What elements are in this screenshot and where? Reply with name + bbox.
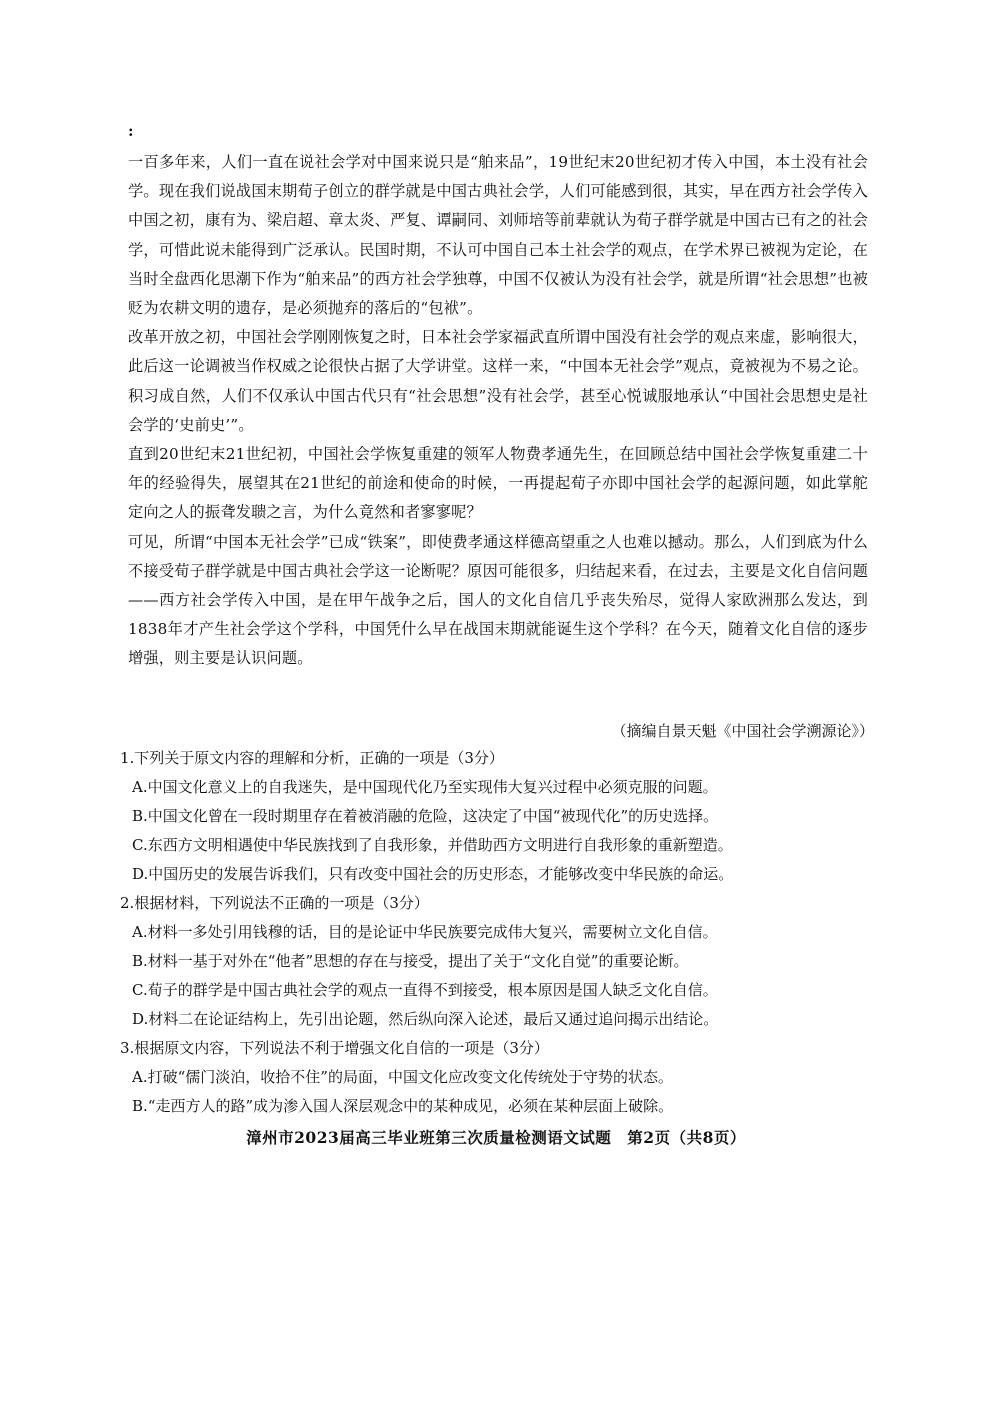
question-2-option-d: D.材料二在论证结构上，先引出论题，然后纵向深入论述，最后又通过追问揭示出结论。 [132,1010,719,1028]
passage-paragraph-2: 改革开放之初，中国社会学刚刚恢复之时，日本社会学家福武直所谓中国没有社会学的观点来虚，影响很大，此后这一论调被当作权威之论很快占据了大学讲堂。这样一来，“中国本无社会学”观点，竟被视为不易之论。积习成自然，人们不仅承认中国古代只有“社会思想”没有社会学，甚至心悦诚服地承认“中国社会思想史是社会学的‘史前史’”。 [128,328,868,434]
question-2-option-c: C.荀子的群学是中国古典社会学的观点一直得不到接受，根本原因是国人缺乏文化自信。 [132,981,718,999]
question-3-option-b: B.“走西方人的路”成为渗入国人深层观念中的某种成见，必须在某种层面上破除。 [132,1097,674,1115]
question-3-option-a: A.打破“儒门淡泊，收拾不住”的局面，中国文化应改变文化传统处于守势的状态。 [132,1068,673,1086]
reading-passage [128,148,868,674]
question-list [120,744,870,1121]
question-1-option-b: B.中国文化曾在一段时期里存在着被消融的危险，这决定了中国“被现代化”的历史选择。 [132,807,719,825]
question-1-option-d: D.中国历史的发展告诉我们，只有改变中国社会的历史形态，才能够改变中华民族的命运。 [132,865,734,883]
section-marker: : [128,122,134,140]
question-1-stem: 1.下列关于原文内容的理解和分析，正确的一项是（3分） [120,749,504,767]
question-2-stem: 2.根据材料，下列说法不正确的一项是（3分） [120,894,429,912]
question-1-option-a: A.中国文化意义上的自我迷失，是中国现代化乃至实现伟大复兴过程中必须克服的问题。 [132,778,718,796]
question-2-option-b: B.材料一基于对外在“他者”思想的存在与接受，提出了关于“文化自觉”的重要论断。 [132,952,689,970]
passage-source: （摘编自景天魁《中国社会学溯源论》） [611,722,874,740]
question-1-option-c: C.东西方文明相遇使中华民族找到了自我形象，并借助西方文明进行自我形象的重新塑造。 [132,836,733,854]
passage-paragraph-3: 直到20世纪末21世纪初，中国社会学恢复重建的领军人物费孝通先生，在回顾总结中国社会学恢复重建二十年的经验得失，展望其在21世纪的前途和使命的时候，一再提起荀子亦即中国社会学的起源问题，如此掌舵定向之人的振聋发聩之言，为什么竟然和者寥寥呢？ [128,445,868,522]
question-3-stem: 3.根据原文内容，下列说法不利于增强文化自信的一项是（3分） [120,1039,549,1057]
passage-paragraph-4: 可见，所谓“中国本无社会学”已成“铁案”，即使费孝通这样德高望重之人也难以撼动。那么，人们到底为什么不接受荀子群学就是中国古典社会学这一论断呢？原因可能很多，归结起来看，在过去，主要是文化自信问题——西方社会学传入中国，是在甲午战争之后，国人的文化自信几乎丧失殆尽，觉得人家欧洲那么发达，到1838年才产生社会学这个学科，中国凭什么早在战国末期就能诞生这个学科？在今天，随着文化自信的逐步增强，则主要是认识问题。 [128,532,868,668]
page-footer: 漳州市2023届高三毕业班第三次质量检测语文试题 第2页（共8页） [246,1128,746,1147]
passage-paragraph-1: 一百多年来，人们一直在说社会学对中国来说只是“舶来品”，19世纪末20世纪初才传入中国，本土没有社会学。现在我们说战国末期荀子创立的群学就是中国古典社会学，人们可能感到很，其实，早在西方社会学传入中国之初，康有为、梁启超、章太炎、严复、谭嗣同、刘师培等前辈就认为荀子群学就是中国古已有之的社会学，可惜此说未能得到广泛承认。民国时期，不认可中国自己本土社会学的观点，在学术界已被视为定论，在当时全盘西化思潮下作为“舶来品”的西方社会学独尊，中国不仅被认为没有社会学，就是所谓“社会思想”也被贬为农耕文明的遗存，是必须抛弃的落后的“包袱”。 [128,153,868,318]
question-2-option-a: A.材料一多处引用钱穆的话，目的是论证中华民族要完成伟大复兴，需要树立文化自信。 [132,923,718,941]
